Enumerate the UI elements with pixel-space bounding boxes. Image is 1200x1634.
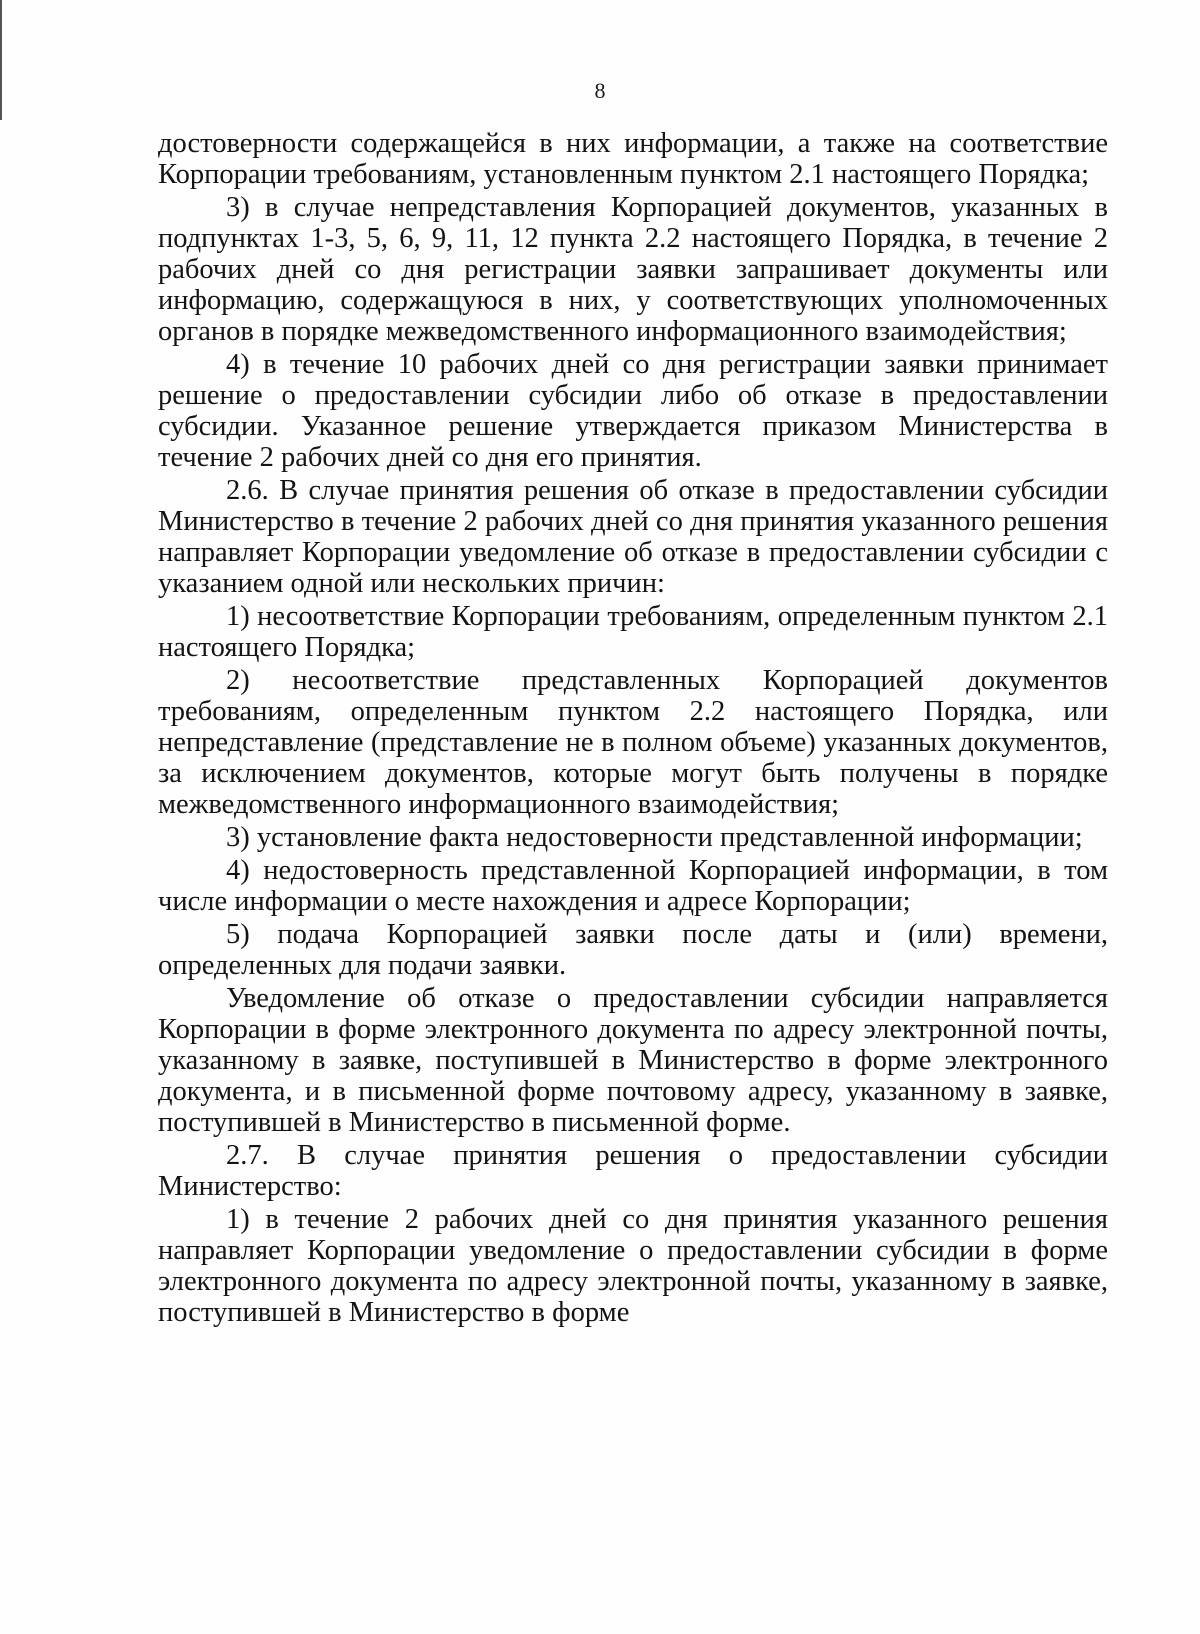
page-number: 8 xyxy=(594,78,606,103)
reason-item-5: 5) подача Корпорацией заявки после даты и (или) времени, определенных для подачи заявки. xyxy=(158,919,1108,981)
paragraph-continuation: достоверности содержащейся в них информации, а также на соответствие Корпорации требованиям, установленным пунктом 2.1 настоящего Порядка; xyxy=(158,128,1108,190)
paragraph-clause-2-7-item-1: 1) в течение 2 рабочих дней со дня принятия указанного решения направляет Корпорации уведомление о предоставлении субсидии в форме электронного документа по адресу электронной почты, указанному в заявке, поступившей в Министерство в форме xyxy=(158,1204,1108,1328)
paragraph-item-4: 4) в течение 10 рабочих дней со дня регистрации заявки принимает решение о предоставлении субсидии либо об отказе в предоставлении субсидии. Указанное решение утверждается приказом Министерства в течение 2 рабочих дней со дня его принятия. xyxy=(158,349,1108,473)
paragraph-clause-2-6: 2.6. В случае принятия решения об отказе в предоставлении субсидии Министерство в течение 2 рабочих дней со дня принятия указанного решения направляет Корпорации уведомление об отказе в предоставлении субсидии с указанием одной или нескольких причин: xyxy=(158,475,1108,599)
reason-item-4: 4) недостоверность представленной Корпорацией информации, в том числе информации о месте нахождения и адресе Корпорации; xyxy=(158,855,1108,917)
reason-item-1: 1) несоответствие Корпорации требованиям, определенным пунктом 2.1 настоящего Порядка; xyxy=(158,601,1108,663)
reason-item-2: 2) несоответствие представленных Корпорацией документов требованиям, определенным пунктом 2.2 настоящего Порядка, или непредставление (представление не в полном объеме) указанных документов, за исключением документов, которые могут быть получены в порядке межведомственного информационного взаимодействия; xyxy=(158,665,1108,820)
reason-item-3: 3) установление факта недостоверности представленной информации; xyxy=(226,822,1083,853)
paragraph-notification: Уведомление об отказе о предоставлении субсидии направляется Корпорации в форме электронного документа по адресу электронной почты, указанному в заявке, поступившей в Министерство в форме электронного документа, и в письменной форме почтовому адресу, указанному в заявке, поступившей в Министерство в письменной форме. xyxy=(158,983,1108,1138)
paragraph-item-3: 3) в случае непредставления Корпорацией документов, указанных в подпунктах 1-3, 5, 6, 9, 11, 12 пункта 2.2 настоящего Порядка, в течение 2 рабочих дней со дня регистрации заявки запрашивает документы или информацию, содержащуюся в них, у соответствующих уполномоченных органов в порядке межведомственного информационного взаимодействия; xyxy=(158,192,1108,347)
paragraph-clause-2-7: 2.7. В случае принятия решения о предоставлении субсидии Министерство: xyxy=(158,1140,1108,1202)
document-body xyxy=(158,128,1108,1330)
